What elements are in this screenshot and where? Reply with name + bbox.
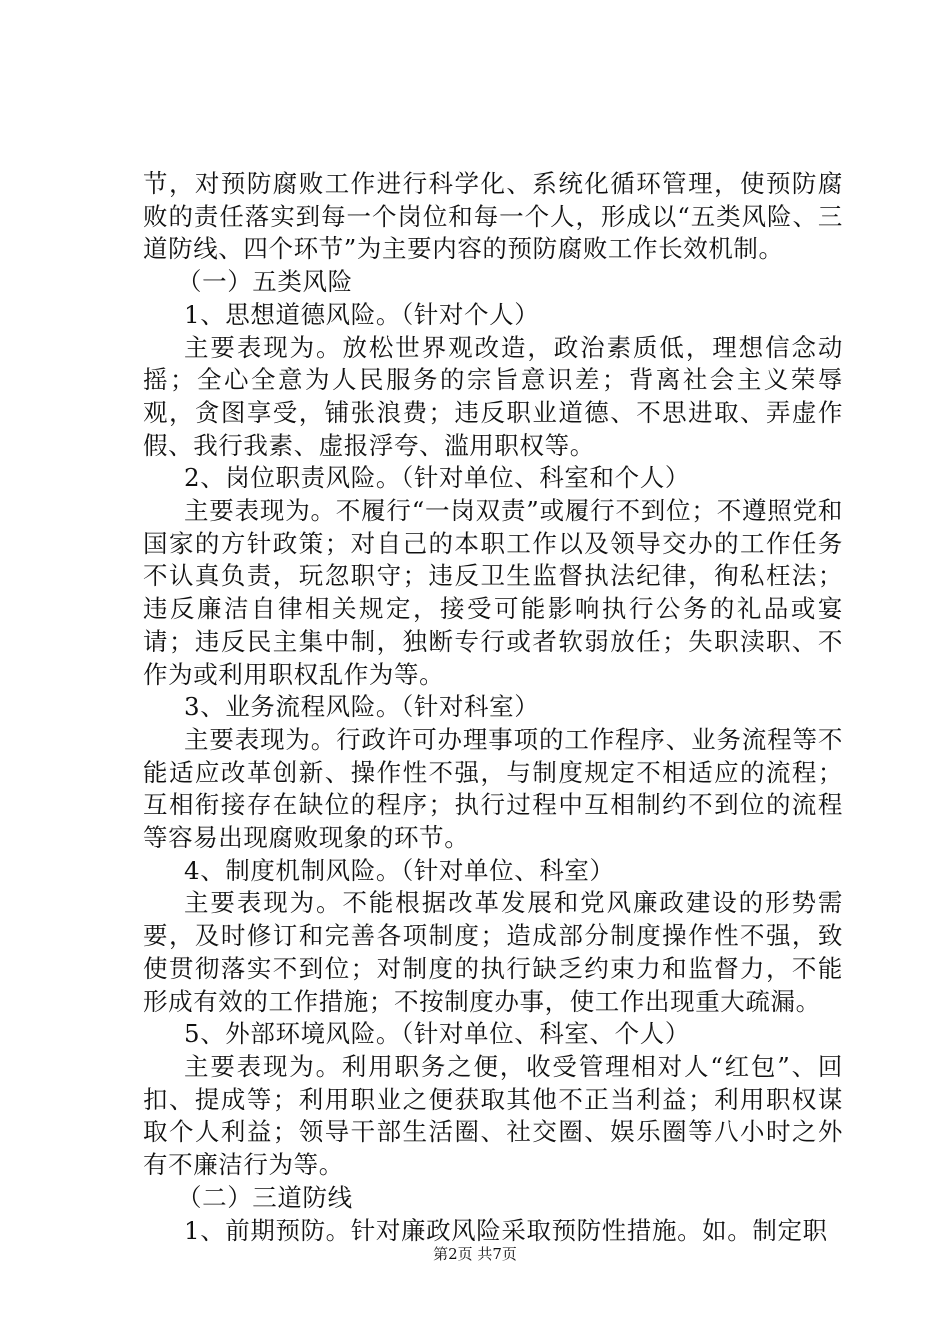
paragraph-external-risk: 主要表现为。利用职务之便，收受管理相对人“红包”、回扣、提成等；利用职业之便获取其他不正当利益；利用职权谋取个人利益；领导干部生活圈、社交圈、娱乐圈等八小时之外有不廉洁行为等。 — [143, 1051, 843, 1180]
section-heading-three-defenses: （二）三道防线 — [177, 1182, 353, 1212]
document-body — [143, 168, 843, 1247]
paragraph-process-risk: 主要表现为。行政许可办理事项的工作程序、业务流程等不能适应改革创新、操作性不强，与制度规定不相适应的流程；互相衔接存在缺位的程序；执行过程中互相制约不到位的流程等容易出现腐败现象的环节。 — [143, 724, 843, 853]
subheading-early-prevention: 1、前期预防。针对廉政风险采取预防性措施。如。制定职 — [184, 1215, 828, 1245]
subheading-ideological-risk: 1、思想道德风险。（针对个人） — [184, 299, 540, 329]
subheading-process-risk: 3、业务流程风险。（针对科室） — [184, 692, 540, 722]
paragraph-system-risk: 主要表现为。不能根据改革发展和党风廉政建设的形势需要，及时修订和完善各项制度；造成部分制度操作性不强，致使贯彻落实不到位；对制度的执行缺乏约束力和监督力，不能形成有效的工作措施；不按制度办事，使工作出现重大疏漏。 — [143, 888, 843, 1016]
paragraph-ideological-risk: 主要表现为。放松世界观改造，政治素质低，理想信念动摇；全心全意为人民服务的宗旨意识差；背离社会主义荣辱观，贪图享受，铺张浪费；违反职业道德、不思进取、弄虚作假、我行我素、虚报浮夸、滥用职权等。 — [143, 332, 843, 460]
subheading-external-risk: 5、外部环境风险。（针对单位、科室、个人） — [184, 1019, 690, 1049]
paragraph-post-duty-risk: 主要表现为。不履行“一岗双责”或履行不到位；不遵照党和国家的方针政策；对自己的本职工作以及领导交办的工作任务不认真负责，玩忽职守；违反卫生监督执法纪律，徇私枉法；违反廉洁自律相关规定，接受可能影响执行公务的礼品或宴请；违反民主集中制，独断专行或者软弱放任；失职渎职、不作为或利用职权乱作为等。 — [143, 496, 843, 689]
page-number-label: 第2页 共7页 — [433, 1245, 517, 1263]
subheading-post-duty-risk: 2、岗位职责风险。（针对单位、科室和个人） — [184, 463, 690, 493]
page-footer — [0, 1244, 950, 1264]
section-heading-five-risks: （一）五类风险 — [177, 267, 353, 297]
paragraph-continuation: 节，对预防腐败工作进行科学化、系统化循环管理，使预防腐败的责任落实到每一个岗位和每一个人，形成以“五类风险、三道防线、四个环节”为主要内容的预防腐败工作长效机制。 — [143, 169, 843, 264]
subheading-system-risk: 4、制度机制风险。（针对单位、科室） — [184, 855, 615, 885]
